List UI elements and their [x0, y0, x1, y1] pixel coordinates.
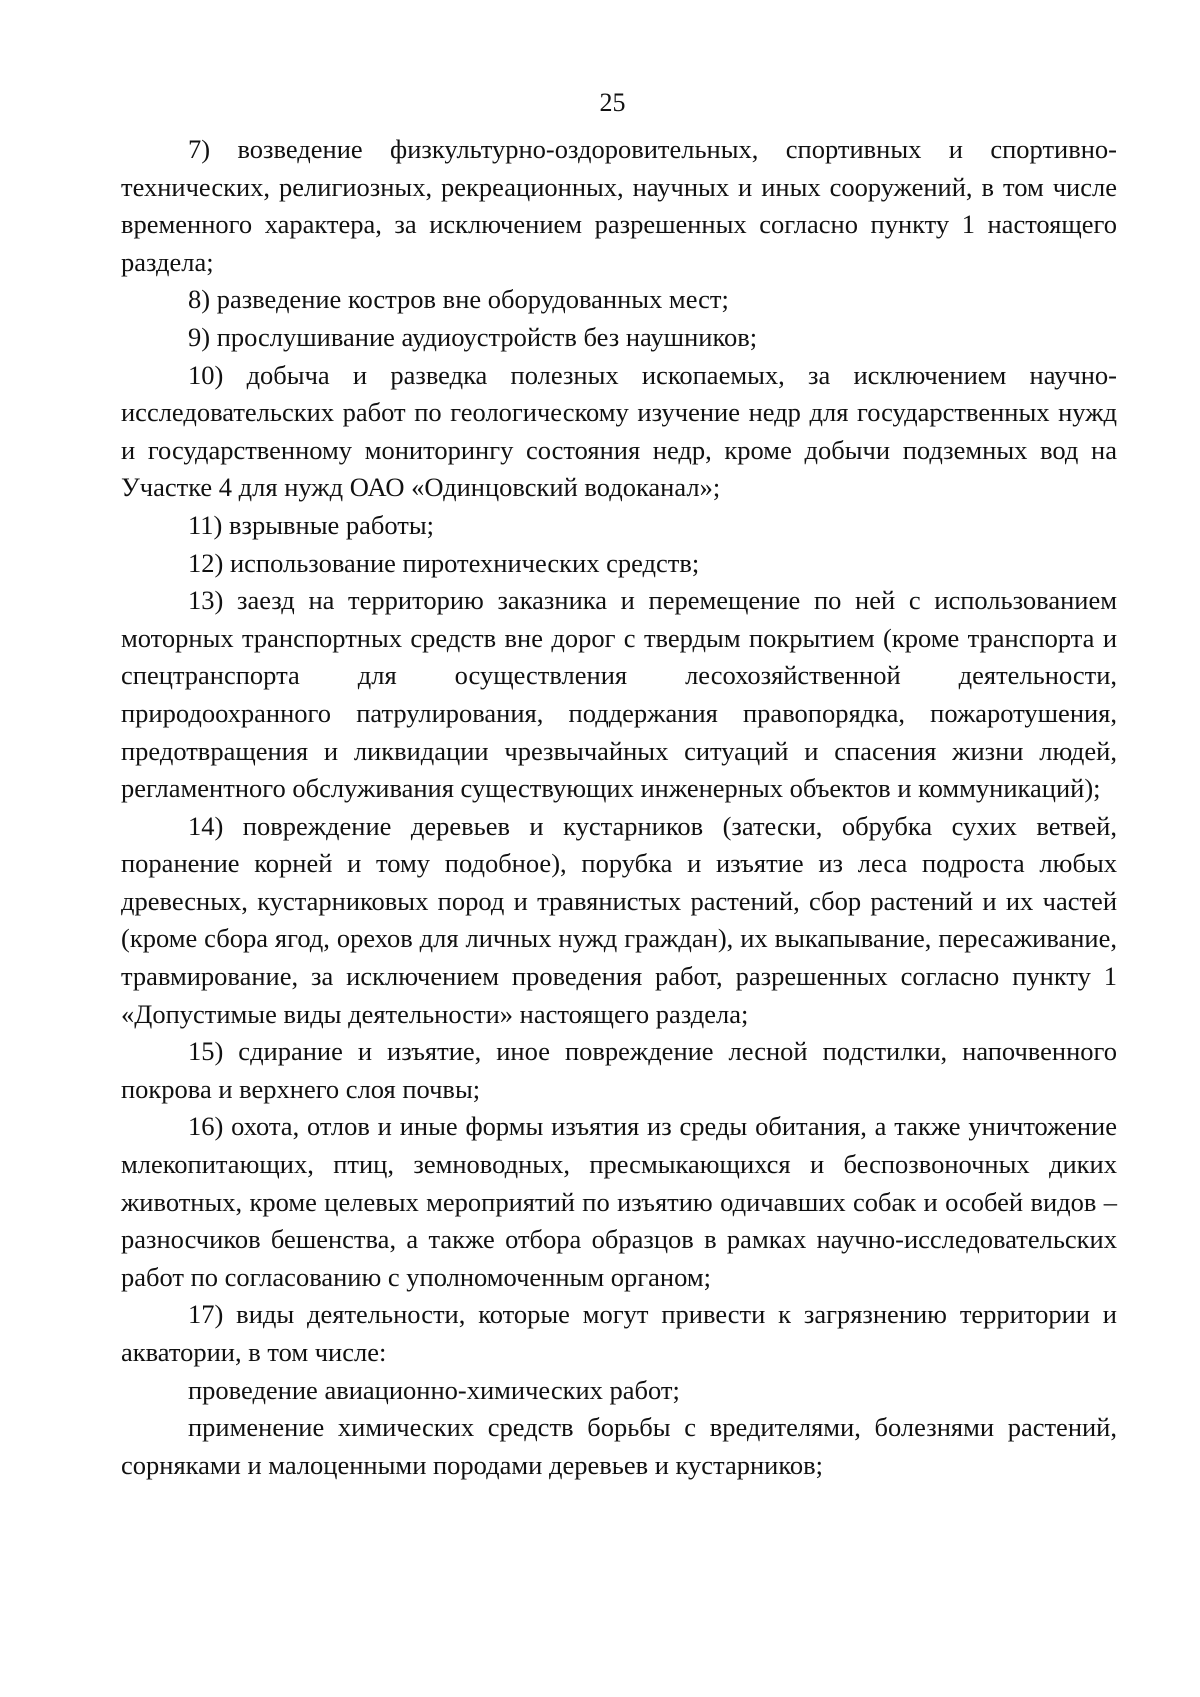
- paragraph-item-17: 17) виды деятельности, которые могут привести к загрязнению территории и акватории, в том числе:: [121, 1299, 1117, 1367]
- page-number: 25: [599, 88, 626, 117]
- paragraph-item-12: 12) использование пиротехнических средств;: [188, 547, 700, 578]
- paragraph-item-15: 15) сдирание и изъятие, иное повреждение лесной подстилки, напочвенного покрова и верхнего слоя почвы;: [121, 1036, 1117, 1104]
- paragraph-item-14: 14) повреждение деревьев и кустарников (затески, обрубка сухих ветвей, поранение корней и тому подобное), порубка и изъятие из леса подроста любых древесных, кустарниковых пород и травянистых растений, сбор растений и их частей (кроме сбора ягод, орехов для личных нужд граждан), их выкапывание, пересаживание, травмирование, за исключением проведения работ, разрешенных согласно пункту 1 «Допустимые виды деятельности» настоящего раздела;: [121, 810, 1117, 1029]
- paragraph-item-16: 16) охота, отлов и иные формы изъятия из среды обитания, а также уничтожение млекопитающих, птиц, земноводных, пресмыкающихся и беспозвоночных диких животных, кроме целевых мероприятий по изъятию одичавших собак и особей видов – разносчиков бешенства, а также отбора образцов в рамках научно-исследовательских работ по согласованию с уполномоченным органом;: [121, 1111, 1117, 1292]
- paragraph-item-13: 13) заезд на территорию заказника и перемещение по ней с использованием моторных транспортных средств вне дорог с твердым покрытием (кроме транспорта и спецтранспорта для осуществления лесохозяйственной деятельности, природоохранного патрулирования, поддержания правопорядка, пожаротушения, предотвращения и ликвидации чрезвычайных ситуаций и спасения жизни людей, регламентного обслуживания существующих инженерных объектов и коммуникаций);: [121, 585, 1117, 804]
- paragraph-item-11: 11) взрывные работы;: [188, 509, 435, 540]
- paragraph-item-9: 9) прослушивание аудиоустройств без наушников;: [188, 321, 758, 352]
- paragraph-item-7: 7) возведение физкультурно-оздоровительных, спортивных и спортивно-технических, религиозных, рекреационных, научных и иных сооружений, в том числе временного характера, за исключением разрешенных согласно пункту 1 настоящего раздела;: [121, 134, 1117, 277]
- document-body: [121, 131, 1117, 1484]
- paragraph-subitem-aviation: проведение авиационно-химических работ;: [188, 1374, 680, 1405]
- paragraph-item-10: 10) добыча и разведка полезных ископаемых, за исключением научно-исследовательских работ по геологическому изучение недр для государственных нужд и государственному мониторингу состояния недр, кроме добычи подземных вод на Участке 4 для нужд ОАО «Одинцовский водоканал»;: [121, 359, 1117, 503]
- paragraph-subitem-chemicals: применение химических средств борьбы с вредителями, болезнями растений, сорняками и малоценными породами деревьев и кустарников;: [121, 1412, 1117, 1480]
- paragraph-item-8: 8) разведение костров вне оборудованных мест;: [188, 284, 729, 315]
